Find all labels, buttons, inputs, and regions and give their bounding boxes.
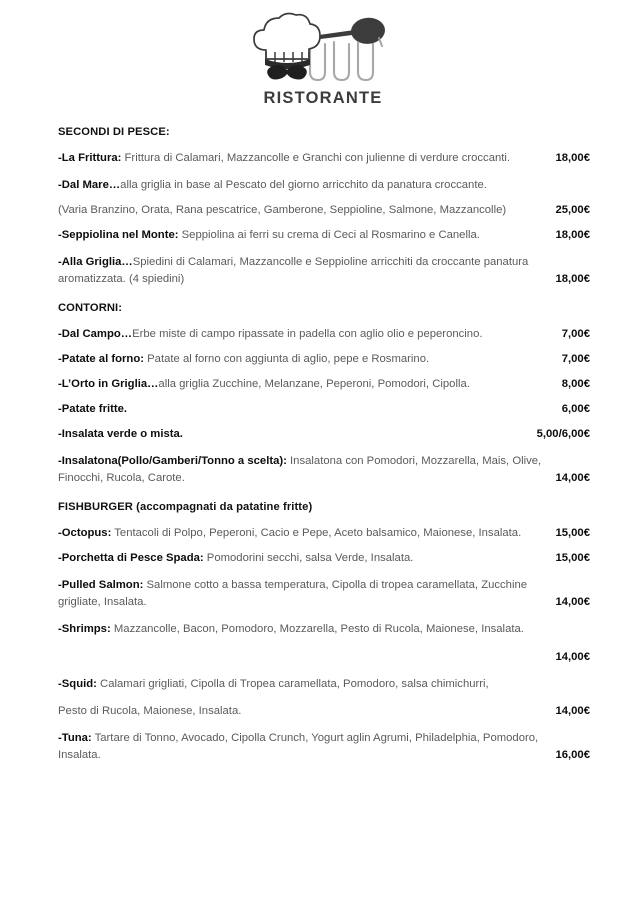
menu-item-description-continued: Pesto di Rucola, Maionese, Insalata. xyxy=(58,705,242,717)
menu-item xyxy=(58,142,590,167)
menu-item-price: 14,00€ xyxy=(555,651,590,663)
section-heading-secondi-di-pesce: SECONDI DI PESCE: xyxy=(58,126,170,138)
section-heading-fishburger: FISHBURGER (accompagnati da patatine fritte) xyxy=(58,501,313,513)
menu-item-text xyxy=(58,351,429,368)
menu-item-price: 18,00€ xyxy=(555,152,590,164)
menu-item-row xyxy=(58,227,590,244)
menu-item-continuation-row xyxy=(58,693,590,720)
menu-item-text xyxy=(58,256,528,268)
menu-item xyxy=(58,567,590,611)
menu-item-name: -Seppiolina nel Monte: xyxy=(58,229,179,241)
menu-item-row xyxy=(58,401,590,418)
menu-item-continuation-row xyxy=(58,271,590,288)
menu-item-text xyxy=(58,326,483,343)
menu-item-text xyxy=(58,150,510,167)
menu-item-name: -Squid: xyxy=(58,678,97,690)
menu-item-row xyxy=(58,202,590,219)
menu-item-price: 14,00€ xyxy=(555,596,590,608)
menu-item-name: -Patate fritte. xyxy=(58,403,128,415)
menu-item-name: -L’Orto in Griglia… xyxy=(58,378,159,390)
menu-item-row xyxy=(58,525,590,542)
menu-item-name: -Octopus: xyxy=(58,527,112,539)
menu-item-description-continued: Insalata. xyxy=(58,749,101,761)
menu-item-description: Erbe miste di campo ripassate in padella con aglio olio e peperoncino. xyxy=(132,328,483,340)
menu-item-name: -Alla Griglia… xyxy=(58,256,133,268)
menu-item-text xyxy=(58,426,183,443)
menu-item-text xyxy=(58,202,506,219)
menu-item-price: 7,00€ xyxy=(561,328,590,340)
menu-item-description-continued: Finocchi, Rucola, Carote. xyxy=(58,472,185,484)
logo-svg xyxy=(248,4,398,110)
menu-item xyxy=(58,167,590,194)
menu-item-price: 16,00€ xyxy=(555,749,590,761)
menu-item-price: 18,00€ xyxy=(555,273,590,285)
menu-item-continuation-row xyxy=(58,470,590,487)
menu-item xyxy=(58,318,590,343)
menu-item-description: Insalatona con Pomodori, Mozzarella, Mais, Olive, xyxy=(286,455,542,467)
menu-item-description: alla griglia in base al Pescato del giorno arricchito da panatura croccante. xyxy=(120,179,487,191)
menu-item-description: Seppiolina ai ferri su crema di Ceci al Rosmarino e Canella. xyxy=(178,229,480,241)
menu-item-continuation-row xyxy=(58,747,590,764)
menu-item xyxy=(58,443,590,487)
menu-content xyxy=(0,112,640,764)
menu-item-text xyxy=(58,678,489,690)
menu-item-row xyxy=(58,326,590,343)
menu-item-description: Pomodorini secchi, salsa Verde, Insalata. xyxy=(203,552,414,564)
menu-item xyxy=(58,611,590,666)
menu-item-row xyxy=(58,550,590,567)
menu-item-text xyxy=(58,525,521,542)
menu-item-price: 15,00€ xyxy=(555,527,590,539)
section-heading-contorni: CONTORNI: xyxy=(58,302,123,314)
menu-item-row xyxy=(58,150,590,167)
menu-item-text xyxy=(58,227,480,244)
menu-item-price-row xyxy=(58,638,590,666)
menu-item-text xyxy=(58,455,541,467)
menu-item xyxy=(58,720,590,764)
menu-item-name: -Insalatona(Pollo/Gamberi/Tonno a scelta): xyxy=(58,455,287,467)
menu-item-text xyxy=(58,376,470,393)
menu-item-description-continued: aromatizzata. (4 spiedini) xyxy=(58,273,185,285)
menu-item-row xyxy=(58,351,590,368)
menu-item-description: Patate al forno con aggiunta di aglio, pepe e Rosmarino. xyxy=(144,353,430,365)
menu-item-text xyxy=(58,401,127,418)
menu-item-name: -Dal Mare… xyxy=(58,179,121,191)
menu-item-name: -La Frittura: xyxy=(58,152,122,164)
menu-item-description: (Varia Branzino, Orata, Rana pescatrice, Gamberone, Seppioline, Salmone, Mazzancolle) xyxy=(58,204,507,216)
menu-item xyxy=(58,517,590,542)
menu-item xyxy=(58,219,590,244)
menu-item-description: Salmone cotto a bassa temperatura, Cipolla di tropea caramellata, Zucchine xyxy=(143,579,528,591)
menu-item-text xyxy=(58,550,413,567)
logo-subtitle: RISTORANTE xyxy=(263,89,383,107)
menu-item xyxy=(58,542,590,567)
menu-item-row xyxy=(58,426,590,443)
menu-item-description-continued: grigliate, Insalata. xyxy=(58,596,147,608)
menu-item xyxy=(58,418,590,443)
menu-item-description: Tartare di Tonno, Avocado, Cipolla Crunch, Yogurt aglin Agrumi, Philadelphia, Pomodoro, xyxy=(91,732,539,744)
menu-item-description: Frittura di Calamari, Mazzancolle e Granchi con julienne di verdure croccanti. xyxy=(121,152,511,164)
menu-item-price: 8,00€ xyxy=(561,378,590,390)
menu-item-description: alla griglia Zucchine, Melanzane, Peperoni, Pomodori, Cipolla. xyxy=(158,378,470,390)
menu-item xyxy=(58,244,590,288)
menu-item xyxy=(58,368,590,393)
menu-item-price: 15,00€ xyxy=(555,552,590,564)
menu-item-description: Calamari grigliati, Cipolla di Tropea caramellata, Pomodoro, salsa chimichurri, xyxy=(96,678,489,690)
menu-item-description: Tentacoli di Polpo, Peperoni, Cacio e Pepe, Aceto balsamico, Maionese, Insalata. xyxy=(111,527,522,539)
menu-item-name: -Patate al forno: xyxy=(58,353,144,365)
menu-item-description: Mazzancolle, Bacon, Pomodoro, Mozzarella, Pesto di Rucola, Maionese, Insalata. xyxy=(110,623,524,635)
menu-item-price: 7,00€ xyxy=(561,353,590,365)
menu-item-text xyxy=(58,732,538,744)
menu-item-price: 25,00€ xyxy=(555,204,590,216)
menu-item xyxy=(58,666,590,720)
menu-item-price: 14,00€ xyxy=(555,472,590,484)
menu-item-price: 6,00€ xyxy=(561,403,590,415)
menu-item xyxy=(58,194,590,219)
menu-item-price: 14,00€ xyxy=(555,705,590,717)
menu-item xyxy=(58,393,590,418)
menu-item-text xyxy=(58,179,487,191)
menu-item-continuation-row xyxy=(58,594,590,611)
restaurant-logo xyxy=(0,0,640,112)
menu-item-name: -Insalata verde o mista. xyxy=(58,428,183,440)
menu-item-price: 5,00/6,00€ xyxy=(536,428,590,440)
menu-item-description: Spiedini di Calamari, Mazzancolle e Seppioline arricchiti da croccante panatura xyxy=(132,256,529,268)
menu-item-name: -Dal Campo… xyxy=(58,328,133,340)
menu-item-price: 18,00€ xyxy=(555,229,590,241)
brand-script xyxy=(310,38,382,80)
menu-item-text xyxy=(58,579,527,591)
menu-item xyxy=(58,343,590,368)
menu-item-text xyxy=(58,623,524,635)
menu-item-name: -Porchetta di Pesce Spada: xyxy=(58,552,204,564)
menu-item-name: -Shrimps: xyxy=(58,623,111,635)
menu-item-name: -Tuna: xyxy=(58,732,92,744)
menu-item-row xyxy=(58,376,590,393)
menu-item-name: -Pulled Salmon: xyxy=(58,579,144,591)
logo-artwork xyxy=(248,4,398,110)
